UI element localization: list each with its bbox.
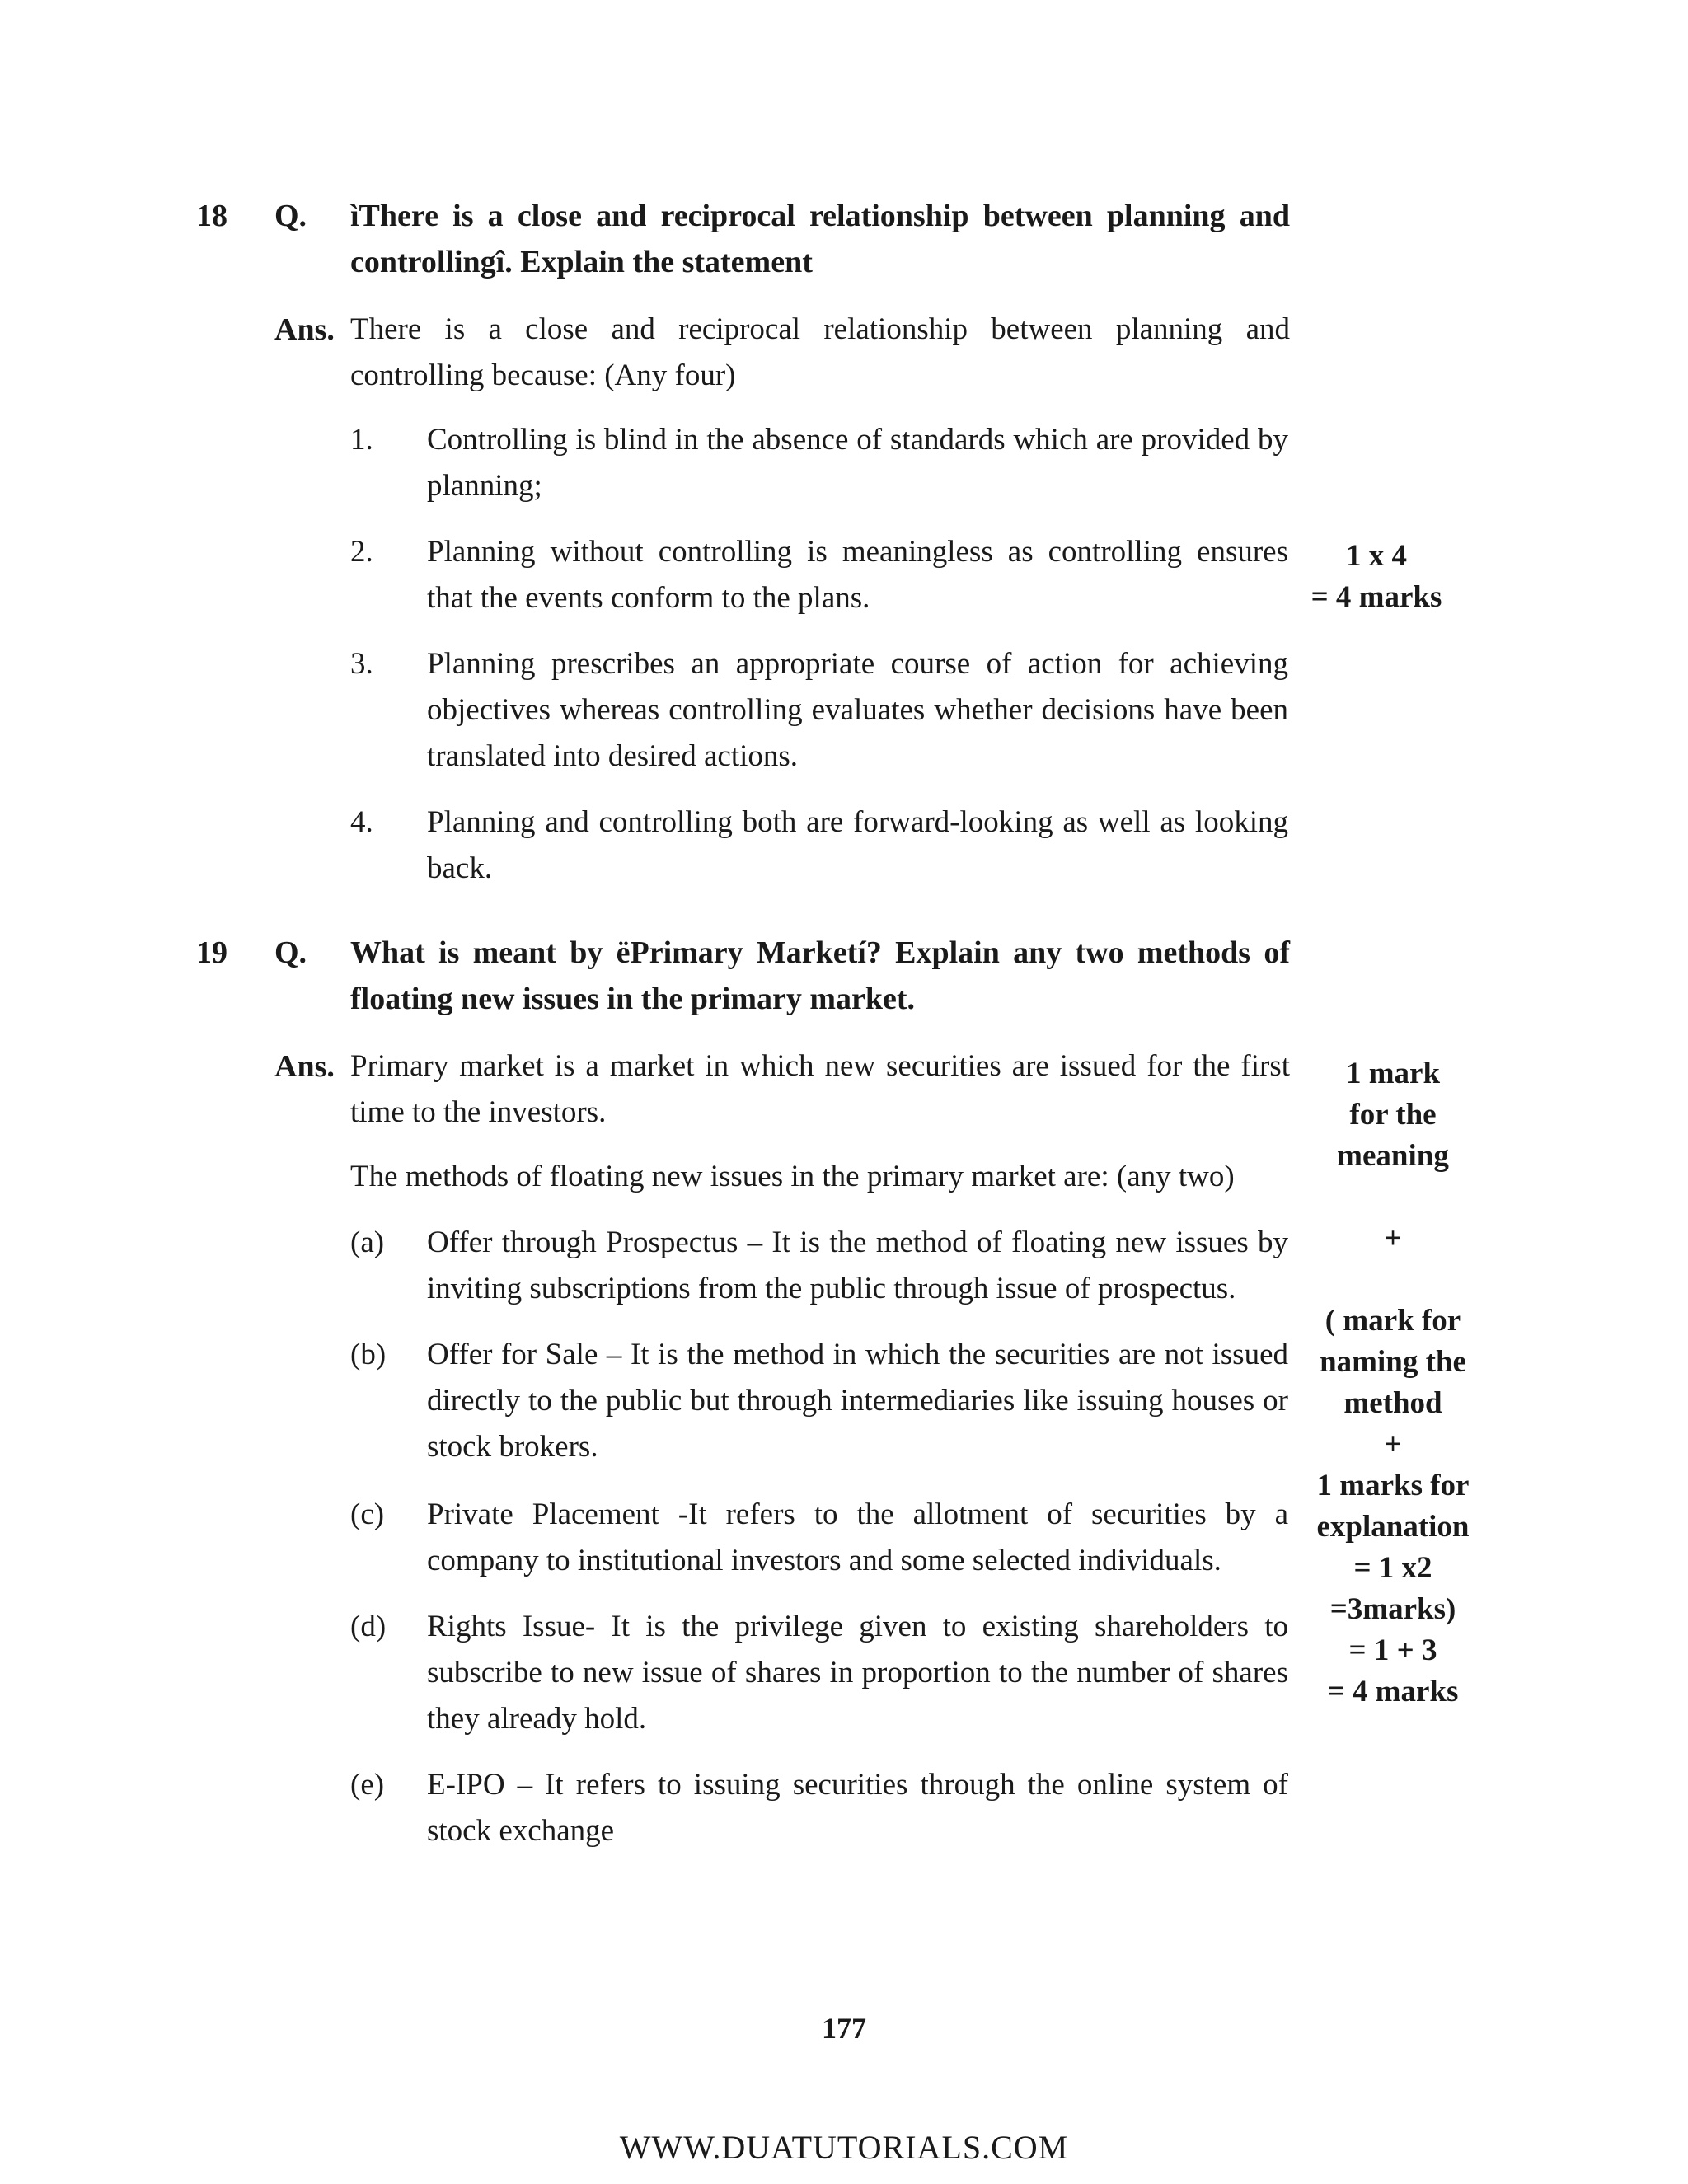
marks-line: ( mark for [1325, 1304, 1461, 1338]
marks-line: for the [1349, 1098, 1437, 1132]
answer-intro: Primary market is a market in which new securities are issued for the first time to the investors. [350, 1049, 1290, 1129]
list-item-text: Planning prescribes an appropriate course of action for achieving objectives whereas controlling evaluates whether decisions have been translated into desired actions. [427, 647, 1288, 773]
list-item-label: (e) [350, 1768, 385, 1802]
list-item-label: 4. [350, 805, 373, 839]
list-item-label: (a) [350, 1226, 385, 1259]
question-number: 18 [196, 199, 227, 233]
list-item-text: Offer for Sale – It is the method in which the securities are not issued directly to the public but through intermediaries like issuing houses or stock brokers. [427, 1338, 1288, 1464]
list-item-text: Private Placement -It refers to the allotment of securities by a company to institutional investors and some selected individuals. [427, 1497, 1288, 1577]
marks-line: = 1 x2 [1353, 1551, 1432, 1585]
marks-line: = 4 marks [1327, 1675, 1459, 1708]
marks-line: = 1 + 3 [1348, 1633, 1437, 1667]
list-item-text: E-IPO – It refers to issuing securities through the online system of stock exchange [427, 1768, 1288, 1848]
list-item-text: Controlling is blind in the absence of standards which are provided by planning; [427, 423, 1288, 503]
question-label: Q. [274, 935, 307, 970]
marks-line [1286, 1177, 1500, 1218]
answer-label: Ans. [274, 1049, 335, 1084]
marks-line: + [1384, 1221, 1402, 1255]
list-item-label: 2. [350, 535, 373, 569]
marks-line: meaning [1337, 1139, 1449, 1173]
marks-line: 1 marks for [1316, 1469, 1470, 1502]
marks-line [1286, 1259, 1500, 1301]
marks-note [1286, 536, 1467, 618]
marks-line: naming the [1320, 1345, 1466, 1379]
list-item-label: (d) [350, 1610, 387, 1643]
list-item-text: Offer through Prospectus – It is the method of floating new issues by inviting subscriptions from the public through issue of prospectus. [427, 1226, 1288, 1305]
marks-line: 1 x 4 [1346, 539, 1407, 573]
list-item-text: Planning without controlling is meaningless as controlling ensures that the events conform to the plans. [427, 535, 1288, 615]
marks-line: 1 mark [1345, 1057, 1441, 1090]
methods-intro: The methods of floating new issues in the primary market are: (any two) [350, 1160, 1235, 1193]
marks-line: method [1343, 1386, 1442, 1420]
footer-url: WWW.DUATUTORIALS.COM [619, 2129, 1069, 2166]
marks-line: =3marks) [1329, 1592, 1456, 1626]
question-text-line1: ìThere is a close and reciprocal relationship between planning and [350, 199, 1290, 233]
answer-intro: There is a close and reciprocal relationship between planning and controlling because: (Any four) [350, 312, 1290, 392]
list-item-label: 3. [350, 647, 373, 681]
list-item-text: Rights Issue- It is the privilege given to existing shareholders to subscribe to new issue of shares in proportion to the number of shares they already hold. [427, 1610, 1288, 1736]
page-number: 177 [822, 2012, 866, 2045]
question-text-line2: controllingî. Explain the statement [350, 245, 813, 279]
marks-line: + [1384, 1427, 1402, 1461]
list-item-text: Planning and controlling both are forward-looking as well as looking back. [427, 805, 1288, 885]
question-text-line2: floating new issues in the primary market. [350, 982, 916, 1016]
answer-label: Ans. [274, 312, 335, 347]
question-number: 19 [196, 935, 227, 970]
question-label: Q. [274, 199, 307, 233]
marks-note [1286, 1053, 1500, 1713]
question-text-line1: What is meant by ëPrimary Marketí? Explain any two methods of [350, 935, 1290, 970]
list-item-label: (c) [350, 1497, 385, 1531]
marks-line: = 4 marks [1311, 580, 1442, 614]
list-item-label: (b) [350, 1338, 387, 1371]
list-item-label: 1. [350, 423, 373, 457]
marks-line: explanation [1316, 1510, 1470, 1544]
